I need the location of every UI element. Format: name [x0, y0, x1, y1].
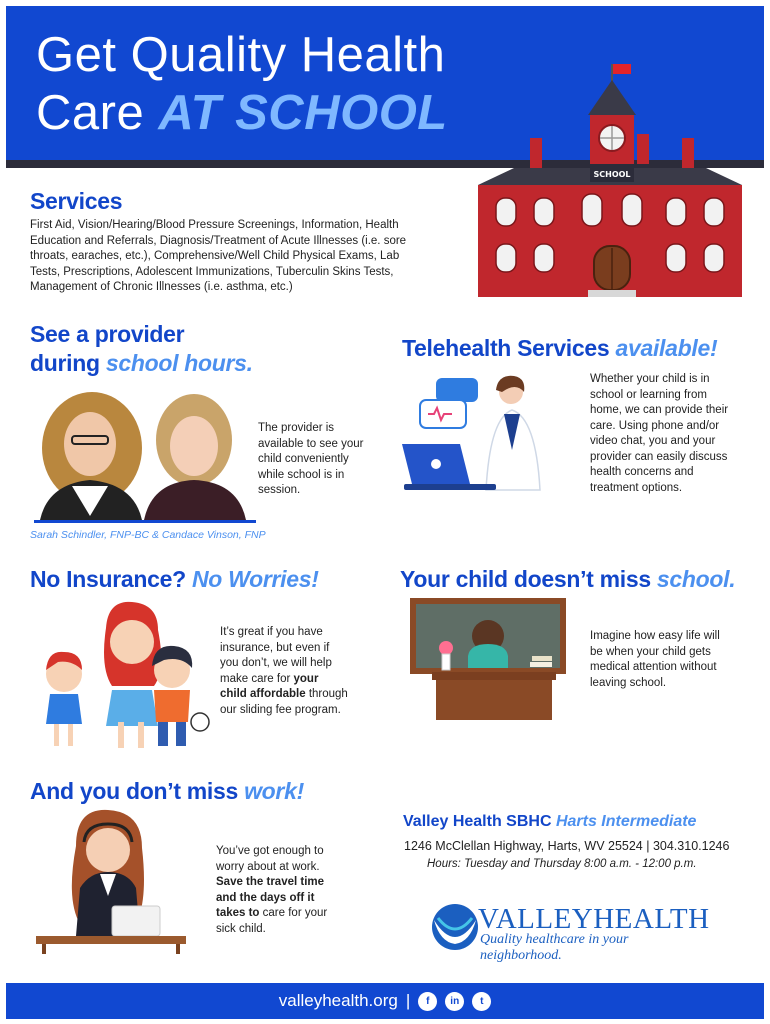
work-heading: And you don’t miss work! [30, 778, 304, 804]
provider-caption: Sarah Schindler, FNP-BC & Candace Vinson, FNP [30, 529, 266, 541]
valley-health-logo: VALLEYHEALTH Quality healthcare in your neighborhood. [430, 902, 712, 950]
school-building-illustration [474, 60, 746, 300]
family-illustration [34, 598, 214, 754]
footer-bar [6, 983, 764, 1019]
insurance-body: It’s great if you have insurance, but even if you don’t, we will help make care for your child affordable through our sliding fee program. [220, 626, 348, 716]
twitter-icon[interactable]: t [472, 992, 491, 1011]
valley-health-logo-mark [430, 902, 480, 952]
telehealth-illustration [398, 370, 578, 498]
provider-body: The provider is available to see your child conveniently while school is in session. [258, 422, 364, 496]
work-body: You’ve got enough to worry about at work. Save the travel time and the days off it takes to care for your sick child. [216, 845, 328, 935]
facebook-icon[interactable]: f [418, 992, 437, 1011]
school-body: Imagine how easy life will be when your child gets medical attention without leaving school. [590, 630, 720, 689]
services-body: First Aid, Vision/Hearing/Blood Pressure Screenings, Information, Health Education and Referrals, Diagnosis/Treatment of Acute Illnesses (i.e. sore throats, earaches, etc.), Comprehensive/Well Child Physical Exams, Lab Tests, Prescriptions, Adolescent Immunizations, Tuberculin Skins Tests, Management of Chronic Illnesses (i.e. asthma, etc.) [30, 219, 407, 293]
services-heading: Services [30, 188, 123, 214]
school-heading: Your child doesn’t miss school. [400, 566, 736, 592]
office-worker-illustration [36, 806, 186, 956]
location-name: Valley Health SBHC Harts Intermediate [403, 813, 697, 830]
telehealth-body: Whether your child is in school or learning from home, we can provide their care. Using phone and/or video chat, you and your provider can easily discuss health concerns and treatment options. [590, 373, 729, 494]
school-sign: SCHOOL [593, 170, 631, 179]
provider-heading: See a provider during school hours. [30, 321, 253, 376]
telehealth-heading: Telehealth Services available! [402, 335, 718, 361]
provider-photos [34, 388, 256, 526]
logo-tagline: Quality healthcare in your neighborhood. [480, 932, 629, 963]
linkedin-icon[interactable]: in [445, 992, 464, 1011]
location-address: 1246 McClellan Highway, Harts, WV 25524 | 304.310.1246 [404, 839, 730, 853]
classroom-illustration [406, 596, 570, 724]
insurance-heading: No Insurance? No Worries! [30, 566, 319, 592]
footer-separator: | [405, 991, 411, 1010]
location-hours: Hours: Tuesday and Thursday 8:00 a.m. - 12:00 p.m. [427, 858, 697, 870]
page-title: Get Quality Health Care AT SCHOOL [36, 28, 448, 140]
website-link[interactable]: valleyhealth.org [278, 991, 398, 1010]
